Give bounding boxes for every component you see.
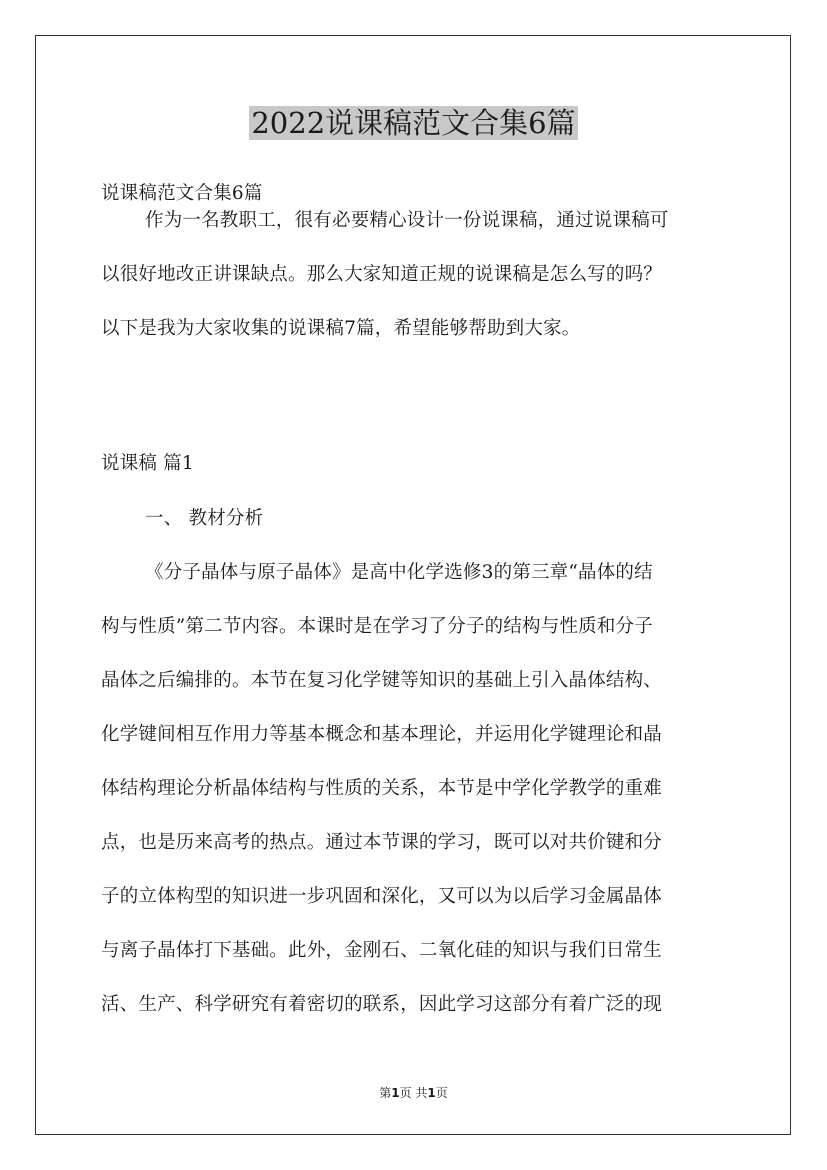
content-line: 《分子晶体与原子晶体》是高中化学选修3的第三章“晶体的结 — [145, 562, 653, 583]
intro-paragraph — [101, 194, 729, 356]
content-line: 体结构理论分析晶体结构与性质的关系，本节是中学化学教学的重难 — [101, 778, 663, 799]
content-line: 晶体之后编排的。本节在复习化学键等知识的基础上引入晶体结构、 — [101, 670, 663, 691]
intro-line: 以很好地改正讲课缺点。那么大家知道正规的说课稿是怎么写的吗？ — [101, 264, 663, 285]
content-line: 活、生产、科学研究有着密切的联系，因此学习这部分有着广泛的现 — [101, 994, 663, 1015]
footer-total-pages: 1 — [427, 1086, 436, 1100]
document-title-text: 2022说课稿范文合集6篇 — [251, 106, 576, 140]
document-title — [0, 100, 827, 146]
item-heading: 一、 教材分析 — [145, 508, 264, 529]
document-subtitle: 说课稿范文合集6篇 — [101, 183, 263, 204]
content-line: 构与性质”第二节内容。本课时是在学习了分子的结构与性质和分子 — [101, 616, 653, 637]
page-footer — [0, 1085, 827, 1101]
footer-suffix: 页 — [435, 1086, 448, 1100]
intro-line: 作为一名教职工，很有必要精心设计一份说课稿，通过说课稿可 — [145, 210, 669, 231]
intro-line: 以下是我为大家收集的说课稿7篇，希望能够帮助到大家。 — [101, 318, 581, 339]
content-paragraph — [101, 546, 729, 1032]
footer-page-number: 1 — [391, 1086, 400, 1100]
footer-prefix: 第 — [379, 1086, 392, 1100]
content-line: 与离子晶体打下基础。此外，金刚石、二氧化硅的知识与我们日常生 — [101, 940, 663, 961]
footer-middle: 页 共 — [399, 1086, 428, 1100]
content-line: 点，也是历来高考的热点。通过本节课的学习，既可以对共价键和分 — [101, 832, 663, 853]
content-line: 子的立体构型的知识进一步巩固和深化，又可以为以后学习金属晶体 — [101, 886, 663, 907]
section-heading: 说课稿 篇1 — [101, 453, 194, 474]
content-line: 化学键间相互作用力等基本概念和基本理论，并运用化学键理论和晶 — [101, 724, 663, 745]
